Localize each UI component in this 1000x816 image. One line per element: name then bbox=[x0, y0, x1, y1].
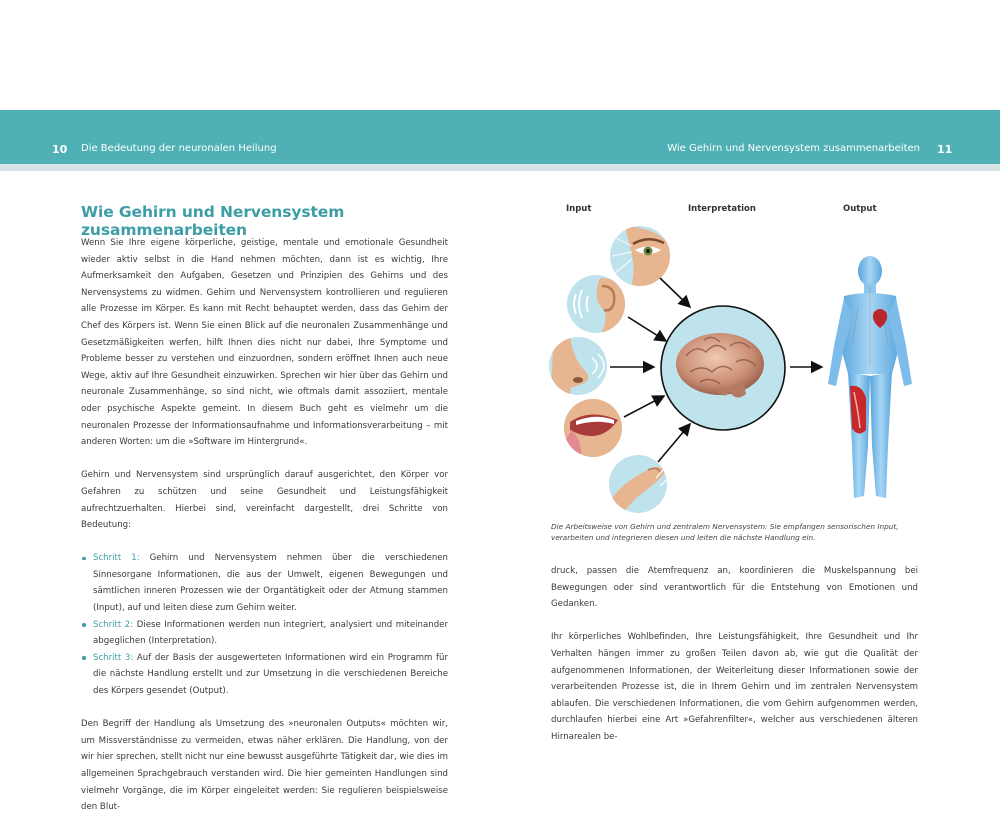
left-column bbox=[81, 235, 448, 816]
intro-paragraph: Wenn Sie Ihre eigene körperliche, geistige, mentale und emotionale Gesundheit wieder aktiv selbst in die Hand nehmen möchten, dann ist es wichtig, Ihre Aufmerksamkeit den Aufgaben, Gesetzen und Prinzipien des Gehirns und des Nervensystems zu widmen. Gehirn und Nervensystem kontrollieren und regulieren alle Prozesse im Körper. Es kann mit Recht behauptet werden, dass das Gehirn der Chef des Körpers ist. Wenn Sie einen Blick auf die neuronalen Zusammenhänge und Gesetzmäßigkeiten werfen, hilft Ihnen dies nicht nur dabei, Ihre Symptome und Probleme besser zu verstehen und einzuordnen, sondern eröffnet Ihnen auch neue Wege, aktiv auf Ihre Gesundheit einzuwirken. Sprechen wir hier über das Gehirn und neuronale Zusammenhänge, so sind nicht, wie oftmals damit assoziiert, mentale oder psychische Aspekte gemeint. In diesem Buch geht es vielmehr um die neuronalen Prozesse der Informationsaufnahme und Informationsverarbeitung – mit anderen Worten: um die »Software im Hintergrund«. bbox=[81, 238, 448, 448]
step-text: Auf der Basis der ausgewerteten Informationen wird ein Programm für die nächste Handlung erstellt und zur Umsetzung in die verschiedenen Bereiche des Körpers gesendet (Output). bbox=[93, 652, 448, 697]
step-text: Diese Informationen werden nun integriert, analysiert und miteinander abgeglichen (Interpretation). bbox=[93, 619, 448, 647]
step-item bbox=[81, 650, 448, 700]
eye-sense-circle bbox=[610, 226, 670, 291]
nervous-system-figure bbox=[540, 216, 940, 516]
left-page-number: 10 bbox=[52, 143, 68, 156]
right-running-title: Wie Gehirn und Nervensystem zusammenarbeiten bbox=[667, 143, 920, 154]
step-label: Schritt 1: bbox=[93, 553, 140, 564]
continuation-paragraph: druck, passen die Atemfrequenz an, koordinieren die Muskelspannung bei Bewegungen oder sind verantwortlich für die Entstehung von Emotionen und Gedanken. bbox=[551, 566, 918, 610]
figure-label-output: Output bbox=[843, 204, 877, 214]
section-title: Wie Gehirn und Nervensystem zusammenarbeiten bbox=[81, 203, 345, 239]
wellbeing-paragraph: Ihr körperliches Wohlbefinden, Ihre Leistungsfähigkeit, Ihre Gesundheit und Ihr Verhalten hängen immer zu großen Teilen davon ab, wie gut die Qualität der aufgenommenen Informationen, der Weiterleitung dieser Informationen sowie der verarbeitenden Prozesse ist, die in Ihrem Gehirn und im zentralen Nervensystem ablaufen. Die verschiedenen Informationen, die vom Gehirn aufgenommen werden, durchlaufen hierbei eine Art »Gefahrenfilter«, welcher aus verschiedenen älteren Hirnarealen be- bbox=[551, 632, 918, 742]
step-item bbox=[81, 550, 448, 616]
step-label: Schritt 3: bbox=[93, 652, 134, 663]
figure-label-interpretation: Interpretation bbox=[688, 204, 756, 214]
step-label: Schritt 2: bbox=[93, 619, 134, 630]
steps-intro-paragraph: Gehirn und Nervensystem sind ursprünglich darauf ausgerichtet, den Körper vor Gefahren zu schützen und seine Gesundheit und Leistungsfähigkeit aufrechtzuerhalten. Hierbei sind, vereinfacht dargestellt, drei Schritte von Bedeutung: bbox=[81, 470, 448, 531]
right-column bbox=[551, 563, 918, 746]
steps-list bbox=[81, 550, 448, 699]
figure-label-input: Input bbox=[566, 204, 592, 214]
header-band bbox=[0, 110, 1000, 164]
nose-sense-circle bbox=[549, 334, 607, 402]
figure-caption: Die Arbeitsweise von Gehirn und zentralem Nervensystem: Sie empfangen sensorischen Input, verarbeiten und integrieren diesen und leiten die nächste Handlung ein. bbox=[551, 522, 899, 542]
left-running-title: Die Bedeutung der neuronalen Heilung bbox=[81, 143, 277, 154]
finger-sense-circle bbox=[604, 455, 674, 516]
right-page-number: 11 bbox=[937, 143, 953, 156]
step-item bbox=[81, 617, 448, 650]
human-body-figure bbox=[828, 256, 912, 498]
mouth-sense-circle bbox=[560, 396, 630, 466]
step-text: Gehirn und Nervensystem nehmen über die verschiedenen Sinnesorgane Informationen, die aus der Umwelt, eigenen Bewegungen und sämtlichen inneren Prozessen wie der Organtätigkeit oder der Atmung stammen (Input), auf und leiten diese zum Gehirn weiter. bbox=[93, 553, 448, 614]
header-band-shadow bbox=[0, 164, 1000, 171]
ear-sense-circle bbox=[567, 275, 626, 336]
brain-circle bbox=[661, 306, 785, 430]
action-paragraph: Den Begriff der Handlung als Umsetzung des »neuronalen Outputs« möchten wir, um Missverständnisse zu vermeiden, etwas näher erklären. Die Handlung, von der wir hier sprechen, stellt nicht nur eine bewusst ausgeführte Tätigkeit dar, wie dies im allgemeinen Sprachgebrauch verstanden wird. Die hier gemeinten Handlungen sind vielmehr Vorgänge, die im Körper eingeleitet werden: Sie regulieren beispielsweise den Blut- bbox=[81, 719, 448, 813]
